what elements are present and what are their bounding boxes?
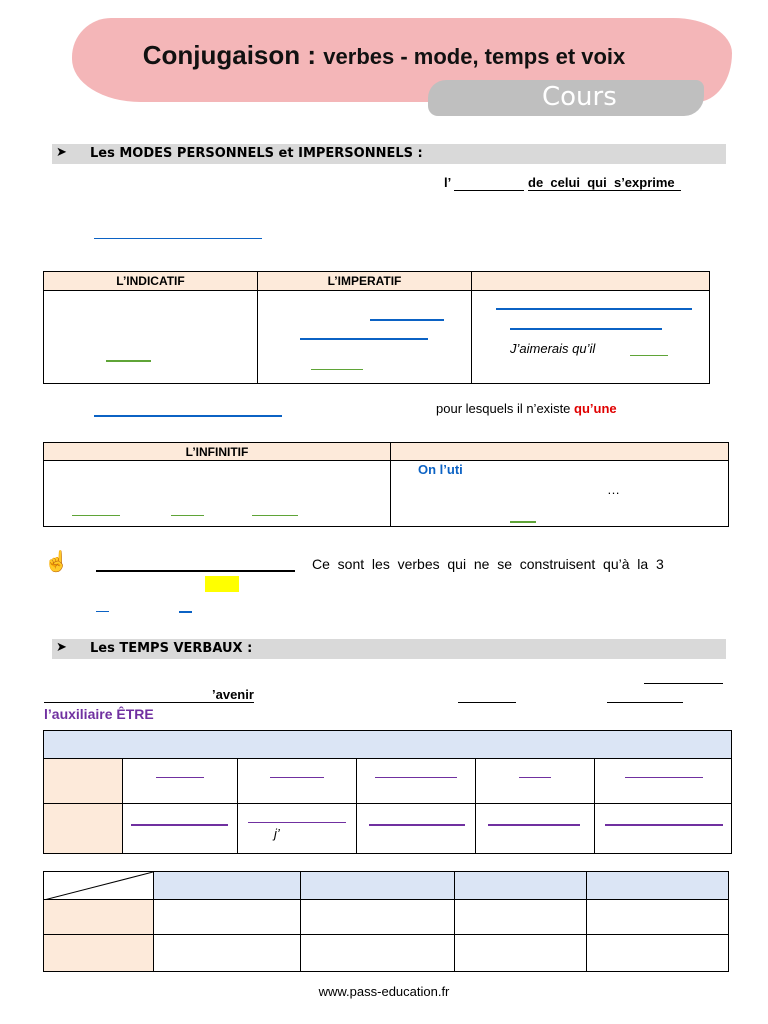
blank-line bbox=[644, 683, 723, 684]
modes-impersonnels-table bbox=[43, 442, 729, 527]
blank-line bbox=[96, 570, 295, 572]
title-sub: verbes - mode, temps et voix bbox=[323, 44, 626, 69]
modes-intro-article: l’ bbox=[444, 175, 452, 190]
blank-line bbox=[94, 415, 282, 417]
table-cell bbox=[154, 900, 301, 935]
arrow-bullet-icon: ➤ bbox=[56, 145, 67, 160]
section-title-modes: Les MODES PERSONNELS et IMPERSONNELS : bbox=[90, 146, 423, 161]
table-cell bbox=[476, 804, 595, 854]
table-cell bbox=[587, 900, 729, 935]
section-header-temps bbox=[52, 639, 726, 659]
table-header-infinitif: L’INFINITIF bbox=[44, 443, 391, 461]
table-cell bbox=[455, 900, 587, 935]
table-cell bbox=[123, 759, 238, 804]
diagonal-line bbox=[44, 872, 153, 900]
table-cell bbox=[301, 900, 455, 935]
blank-line bbox=[375, 777, 457, 778]
blank-line bbox=[156, 777, 204, 778]
table-cell bbox=[44, 461, 391, 527]
blank-line bbox=[510, 328, 662, 330]
blank-line bbox=[94, 238, 262, 239]
blank-line bbox=[44, 702, 214, 703]
table-header-cell bbox=[301, 872, 455, 900]
blank-line bbox=[106, 360, 151, 362]
modes-personnels-table bbox=[43, 271, 710, 384]
note-text: Ce sont les verbes qui ne se construisent qu’à la 3 bbox=[312, 556, 664, 572]
modes-intro-rest: de celui qui s’exprime bbox=[528, 175, 681, 191]
avenir-text: ’avenir bbox=[212, 687, 254, 702]
table-cell bbox=[391, 461, 729, 527]
row-label-cell bbox=[44, 804, 123, 854]
subjonctif-example: J’aimerais qu’il bbox=[510, 341, 596, 356]
table-cell bbox=[455, 935, 587, 972]
blank-line bbox=[248, 822, 346, 823]
table-header-empty bbox=[472, 272, 710, 291]
title-main: Conjugaison : bbox=[142, 40, 317, 70]
temps-table bbox=[43, 730, 732, 854]
table-cell bbox=[238, 804, 357, 854]
table-cell bbox=[357, 804, 476, 854]
impersonal-phrase: pour lesquels il n’existe bbox=[436, 401, 571, 416]
row-label-cell bbox=[44, 900, 154, 935]
cours-badge: Cours bbox=[542, 82, 617, 112]
voix-table bbox=[43, 871, 729, 972]
table-cell bbox=[472, 291, 710, 384]
table-header-imperatif: L’IMPERATIF bbox=[258, 272, 472, 291]
pronoun-text: j’ bbox=[274, 826, 280, 841]
blank-line bbox=[625, 777, 703, 778]
table-cell bbox=[301, 935, 455, 972]
blank-line bbox=[519, 777, 551, 778]
impersonal-emphasis: qu’une bbox=[574, 401, 617, 416]
table-cell bbox=[258, 291, 472, 384]
row-label-cell bbox=[44, 935, 154, 972]
diagonal-header-cell bbox=[44, 872, 154, 900]
arrow-bullet-icon: ➤ bbox=[56, 640, 67, 655]
section-title-temps: Les TEMPS VERBAUX : bbox=[90, 641, 253, 656]
row-label-cell bbox=[44, 759, 123, 804]
blank-line bbox=[496, 308, 692, 310]
blank-line bbox=[311, 369, 363, 370]
table-cell bbox=[476, 759, 595, 804]
blank-line bbox=[454, 190, 524, 191]
blank-line bbox=[370, 319, 444, 321]
blank-line bbox=[458, 702, 516, 703]
table-cell bbox=[587, 935, 729, 972]
blank-line bbox=[131, 824, 228, 826]
table-header-empty bbox=[391, 443, 729, 461]
table-header-band bbox=[44, 731, 732, 759]
blank-line bbox=[171, 515, 204, 516]
table-cell bbox=[238, 759, 357, 804]
blank-line bbox=[607, 702, 683, 703]
pointing-finger-icon: ☝ bbox=[44, 551, 69, 573]
table-cell bbox=[595, 759, 732, 804]
blank-line bbox=[270, 777, 324, 778]
blank-line bbox=[252, 515, 298, 516]
blank-line bbox=[96, 611, 109, 612]
section-header-modes bbox=[52, 144, 726, 164]
blank-line bbox=[488, 824, 580, 826]
table-header-cell bbox=[587, 872, 729, 900]
blank-line bbox=[510, 521, 536, 523]
table-cell bbox=[595, 804, 732, 854]
table-header-cell bbox=[154, 872, 301, 900]
table-cell bbox=[123, 804, 238, 854]
ellipsis-text: … bbox=[607, 482, 620, 497]
participe-usage-text: On l’uti bbox=[418, 462, 463, 477]
blank-line bbox=[300, 338, 428, 340]
page-title bbox=[0, 40, 768, 71]
table-cell bbox=[357, 759, 476, 804]
blank-line bbox=[605, 824, 723, 826]
blank-line bbox=[72, 515, 120, 516]
blank-line bbox=[369, 824, 465, 826]
table-header-cell bbox=[455, 872, 587, 900]
footer-url[interactable]: www.pass-education.fr bbox=[318, 984, 450, 999]
table-cell bbox=[154, 935, 301, 972]
table-header-indicatif: L’INDICATIF bbox=[44, 272, 258, 291]
blank-line bbox=[630, 355, 668, 356]
blank-line bbox=[179, 611, 192, 613]
highlight-marker bbox=[205, 576, 239, 592]
table-cell bbox=[44, 291, 258, 384]
impersonal-text bbox=[436, 401, 617, 416]
auxiliaire-etre-text: l’auxiliaire ÊTRE bbox=[44, 706, 154, 722]
